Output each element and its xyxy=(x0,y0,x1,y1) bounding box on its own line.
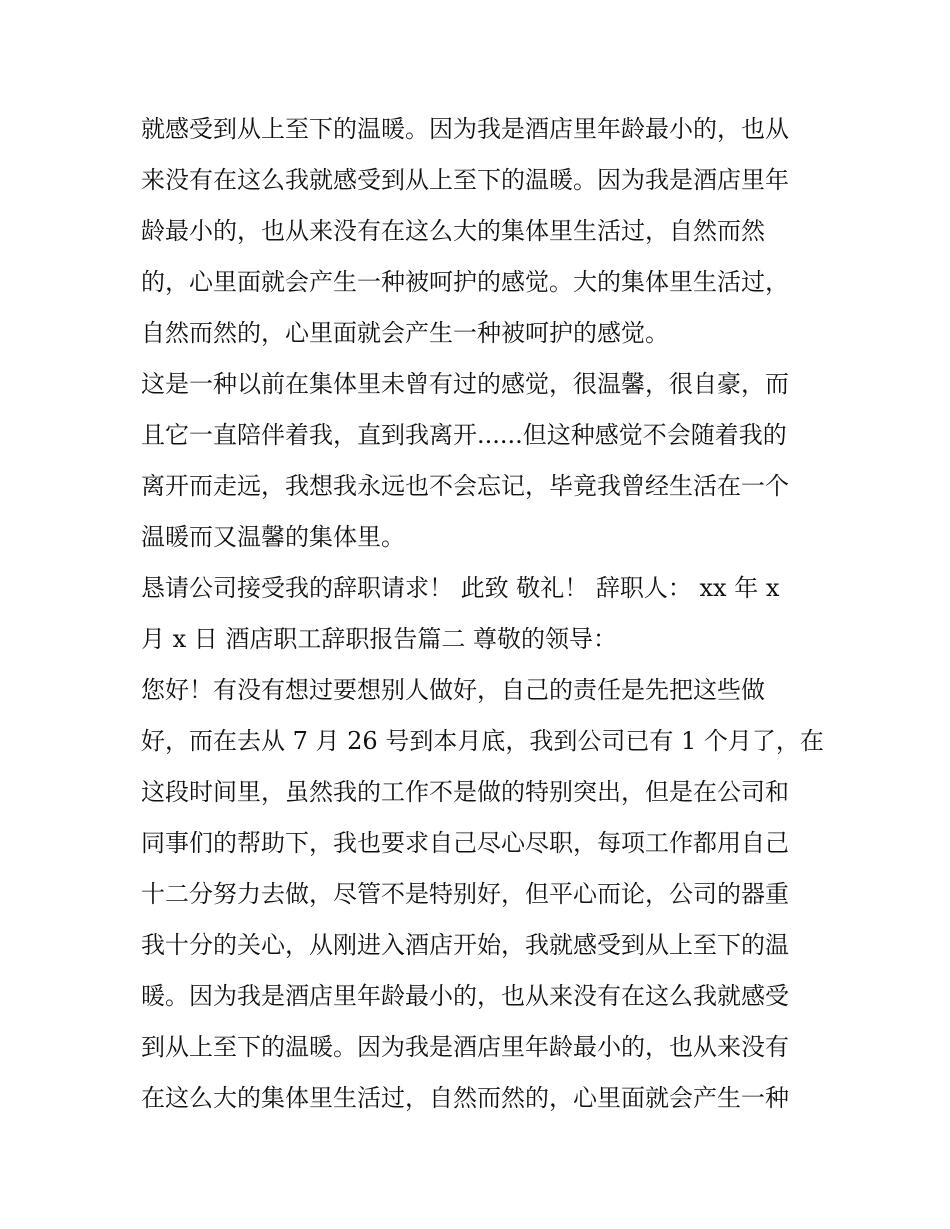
text-line: 就感受到从上至下的温暖。因为我是酒店里年龄最小的，也从 xyxy=(141,115,789,143)
text-line: 月 x 日 酒店职工辞职报告篇二 尊敬的领导： xyxy=(141,625,618,653)
text-line: 温暖而又温馨的集体里。 xyxy=(141,523,405,551)
text-line: 这段时间里，虽然我的工作不是做的特别突出，但是在公司和 xyxy=(141,778,789,806)
text-line: 自然而然的，心里面就会产生一种被呵护的感觉。 xyxy=(141,319,669,347)
text-line: 龄最小的，也从来没有在这么大的集体里生活过，自然而然 xyxy=(141,217,765,245)
text-line: 且它一直陪伴着我，直到我离开......但这种感觉不会随着我的 xyxy=(141,421,787,449)
text-line: 在这么大的集体里生活过，自然而然的，心里面就会产生一种 xyxy=(141,1084,789,1112)
text-line: 我十分的关心，从刚进入酒店开始，我就感受到从上至下的温 xyxy=(141,931,789,959)
text-line: 十二分努力去做，尽管不是特别好，但平心而论，公司的器重 xyxy=(141,880,789,908)
text-line: 好，而在去从 7 月 26 号到本月底，我到公司已有 1 个月了，在 xyxy=(141,727,824,755)
text-line: 离开而走远，我想我永远也不会忘记，毕竟我曾经生活在一个 xyxy=(141,472,789,500)
text-line: 这是一种以前在集体里未曾有过的感觉，很温馨，很自豪，而 xyxy=(141,370,789,398)
text-line: 来没有在这么我就感受到从上至下的温暖。因为我是酒店里年 xyxy=(141,166,789,194)
text-line: 的，心里面就会产生一种被呵护的感觉。大的集体里生活过， xyxy=(141,268,789,296)
text-line: 暖。因为我是酒店里年龄最小的，也从来没有在这么我就感受 xyxy=(141,982,789,1010)
text-line: 您好！有没有想过要想别人做好，自己的责任是先把这些做 xyxy=(141,676,765,704)
text-line: 恳请公司接受我的辞职请求！ 此致 敬礼！ 辞职人： xx 年 x xyxy=(141,574,780,602)
text-line: 到从上至下的温暖。因为我是酒店里年龄最小的，也从来没有 xyxy=(141,1033,789,1061)
text-line: 同事们的帮助下，我也要求自己尽心尽职，每项工作都用自己 xyxy=(141,829,789,857)
